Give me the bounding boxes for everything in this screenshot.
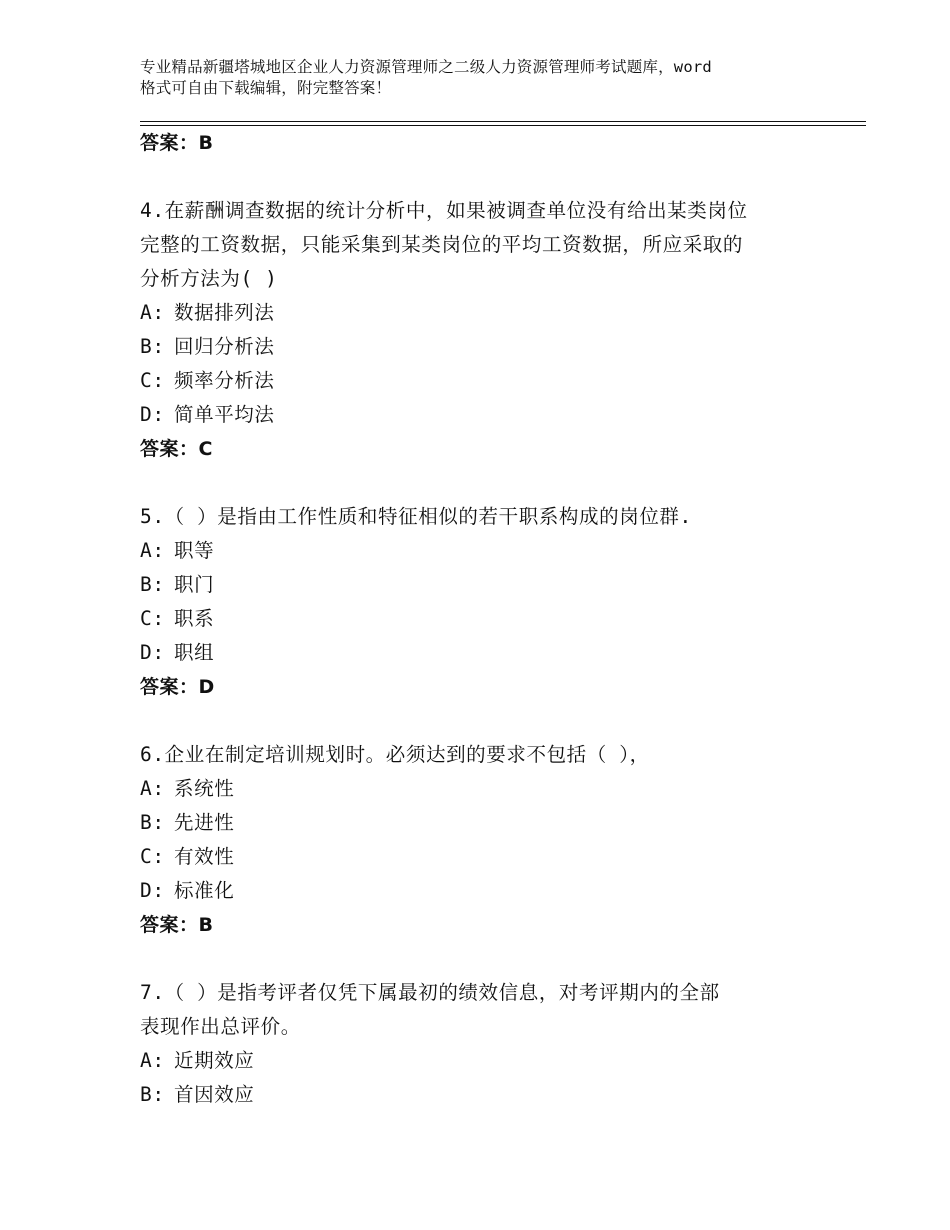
option-text: 系统性 — [174, 777, 235, 800]
answer-label: 答案：B — [140, 914, 214, 936]
option-text: 首因效应 — [174, 1083, 255, 1106]
answer-label: 答案：C — [140, 438, 213, 460]
question-stem-line: 表现作出总评价。 — [140, 1015, 301, 1038]
header-line-1: 专业精品新疆塔城地区企业人力资源管理师之二级人力资源管理师考试题库，word — [140, 58, 712, 76]
option-text: 近期效应 — [174, 1049, 255, 1072]
question-7 — [140, 976, 820, 1112]
option-text: 回归分析法 — [174, 335, 275, 358]
option-text: 职门 — [174, 573, 215, 596]
option-b — [140, 1078, 820, 1112]
question-stem-line: 4.在薪酬调查数据的统计分析中，如果被调查单位没有给出某类岗位 — [140, 199, 748, 222]
question-5 — [140, 500, 820, 704]
option-c — [140, 364, 820, 398]
option-text: 数据排列法 — [174, 301, 275, 324]
answer-previous: 答案：B — [140, 132, 214, 154]
option-letter: B: — [140, 1083, 165, 1106]
question-stem-line: 5.（ ）是指由工作性质和特征相似的若干职系构成的岗位群. — [140, 505, 692, 528]
question-stem-line: 7.（ ）是指考评者仅凭下属最初的绩效信息，对考评期内的全部 — [140, 981, 720, 1004]
question-stem-line: 完整的工资数据，只能采集到某类岗位的平均工资数据，所应采取的 — [140, 233, 744, 256]
option-letter: A: — [140, 777, 165, 800]
option-letter: B: — [140, 811, 165, 834]
option-a — [140, 1044, 820, 1078]
option-letter: A: — [140, 301, 165, 324]
option-d — [140, 398, 820, 432]
option-text: 先进性 — [174, 811, 235, 834]
option-b — [140, 330, 820, 364]
option-text: 标准化 — [174, 879, 235, 902]
answer-label: 答案：D — [140, 676, 215, 698]
option-text: 职组 — [174, 641, 215, 664]
option-letter: C: — [140, 607, 165, 630]
option-letter: B: — [140, 573, 165, 596]
option-text: 职系 — [174, 607, 215, 630]
option-letter: B: — [140, 335, 165, 358]
option-letter: D: — [140, 403, 165, 426]
option-b — [140, 806, 820, 840]
question-stem-line: 分析方法为( ) — [140, 267, 278, 290]
option-d — [140, 874, 820, 908]
option-b — [140, 568, 820, 602]
header-line-2: 格式可自由下载编辑，附完整答案！ — [140, 79, 392, 97]
question-4 — [140, 194, 820, 466]
option-d — [140, 636, 820, 670]
option-c — [140, 840, 820, 874]
option-letter: C: — [140, 369, 165, 392]
option-text: 职等 — [174, 539, 215, 562]
question-stem-line: 6.企业在制定培训规划时。必须达到的要求不包括（ ）， — [140, 743, 650, 766]
option-text: 有效性 — [174, 845, 235, 868]
option-a — [140, 534, 820, 568]
option-c — [140, 602, 820, 636]
document-body — [140, 126, 820, 1112]
option-a — [140, 772, 820, 806]
option-letter: A: — [140, 1049, 165, 1072]
question-6 — [140, 738, 820, 942]
option-text: 简单平均法 — [174, 403, 275, 426]
option-a — [140, 296, 820, 330]
page-header — [140, 57, 840, 99]
option-letter: D: — [140, 641, 165, 664]
option-letter: C: — [140, 845, 165, 868]
option-letter: D: — [140, 879, 165, 902]
option-text: 频率分析法 — [174, 369, 275, 392]
option-letter: A: — [140, 539, 165, 562]
